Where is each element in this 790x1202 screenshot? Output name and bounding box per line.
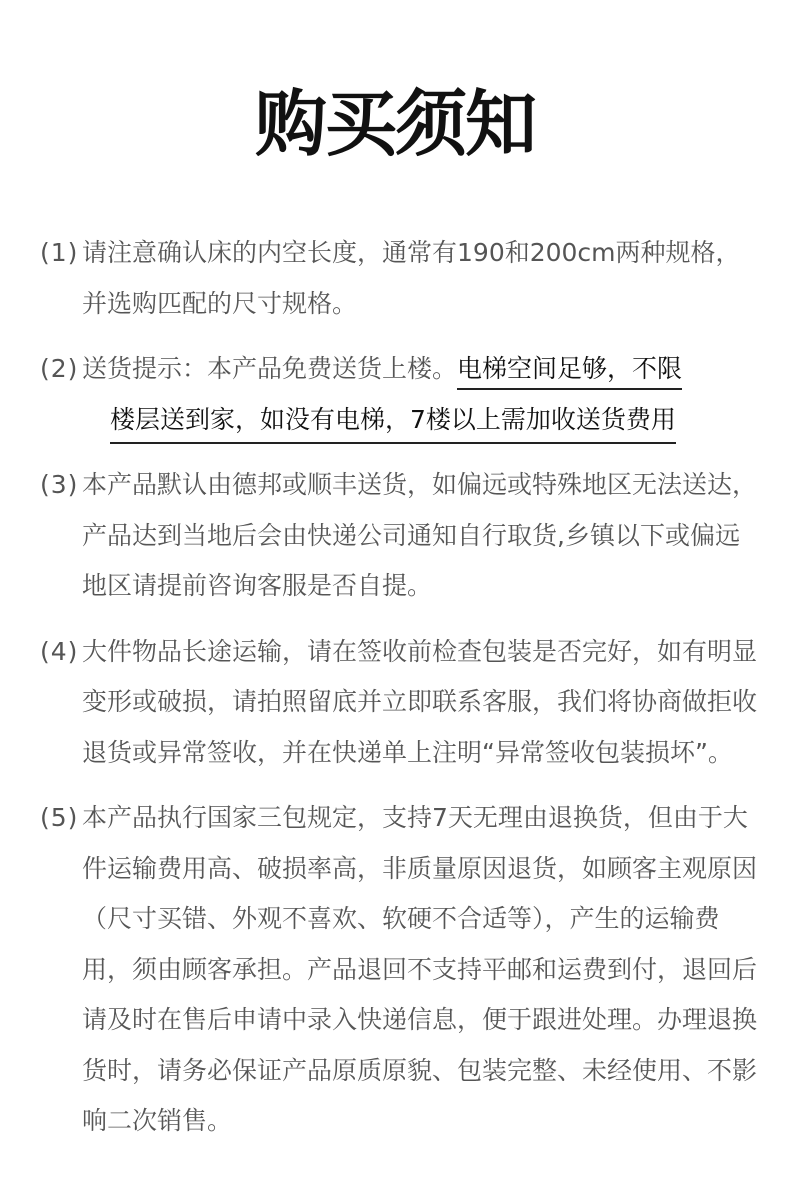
notice-item-5 xyxy=(40,793,760,1147)
purchase-notice-list xyxy=(40,228,760,1162)
notice-item-1 xyxy=(40,228,760,329)
notice-item-text: 送货提示：本产品免费送货上楼。 xyxy=(82,354,458,383)
delivery-highlight-line-2: 楼层送到家，如没有电梯，7楼以上需加收送货费用 xyxy=(110,404,676,445)
notice-item-2 xyxy=(40,344,760,445)
notice-item-number: (2) xyxy=(40,354,79,383)
notice-item-text: 本产品执行国家三包规定，支持7天无理由退换货，但由于大件运输费用高、破损率高，非质量原因退货，如顾客主观原因（尺寸买错、外观不喜欢、软硬不合适等），产生的运输费用，须由顾客承担。产品退回不支持平邮和运费到付，退回后请及时在售后申请中录入快递信息，便于跟进处理。办理退换货时，请务必保证产品原质原貌、包装完整、未经使用、不影响二次销售。 xyxy=(82,803,758,1135)
notice-item-number: (1) xyxy=(40,238,79,267)
notice-item-number: (4) xyxy=(40,636,79,666)
notice-item-4 xyxy=(40,627,760,779)
notice-item-number: (5) xyxy=(40,803,79,832)
notice-item-3 xyxy=(40,460,760,612)
notice-item-text: 大件物品长途运输，请在签收前检查包装是否完好，如有明显变形或破损，请拍照留底并立即联系客服，我们将协商做拒收退货或异常签收，并在快递单上注明“异常签收包装损坏”。 xyxy=(82,636,758,767)
notice-item-number: (3) xyxy=(40,470,79,499)
delivery-highlight-line-1: 电梯空间足够，不限 xyxy=(457,354,682,390)
notice-item-text: 请注意确认床的内空长度，通常有190和200cm两种规格，并选购匹配的尺寸规格。 xyxy=(82,238,741,318)
page-title: 购买须知 xyxy=(254,82,535,166)
notice-item-text-wrap xyxy=(82,344,760,395)
delivery-highlight-block xyxy=(110,395,760,446)
notice-item-text: 本产品默认由德邦或顺丰送货，如偏远或特殊地区无法送达，产品达到当地后会由快递公司通知自行取货,乡镇以下或偏远地区请提前咨询客服是否自提。 xyxy=(82,470,758,600)
